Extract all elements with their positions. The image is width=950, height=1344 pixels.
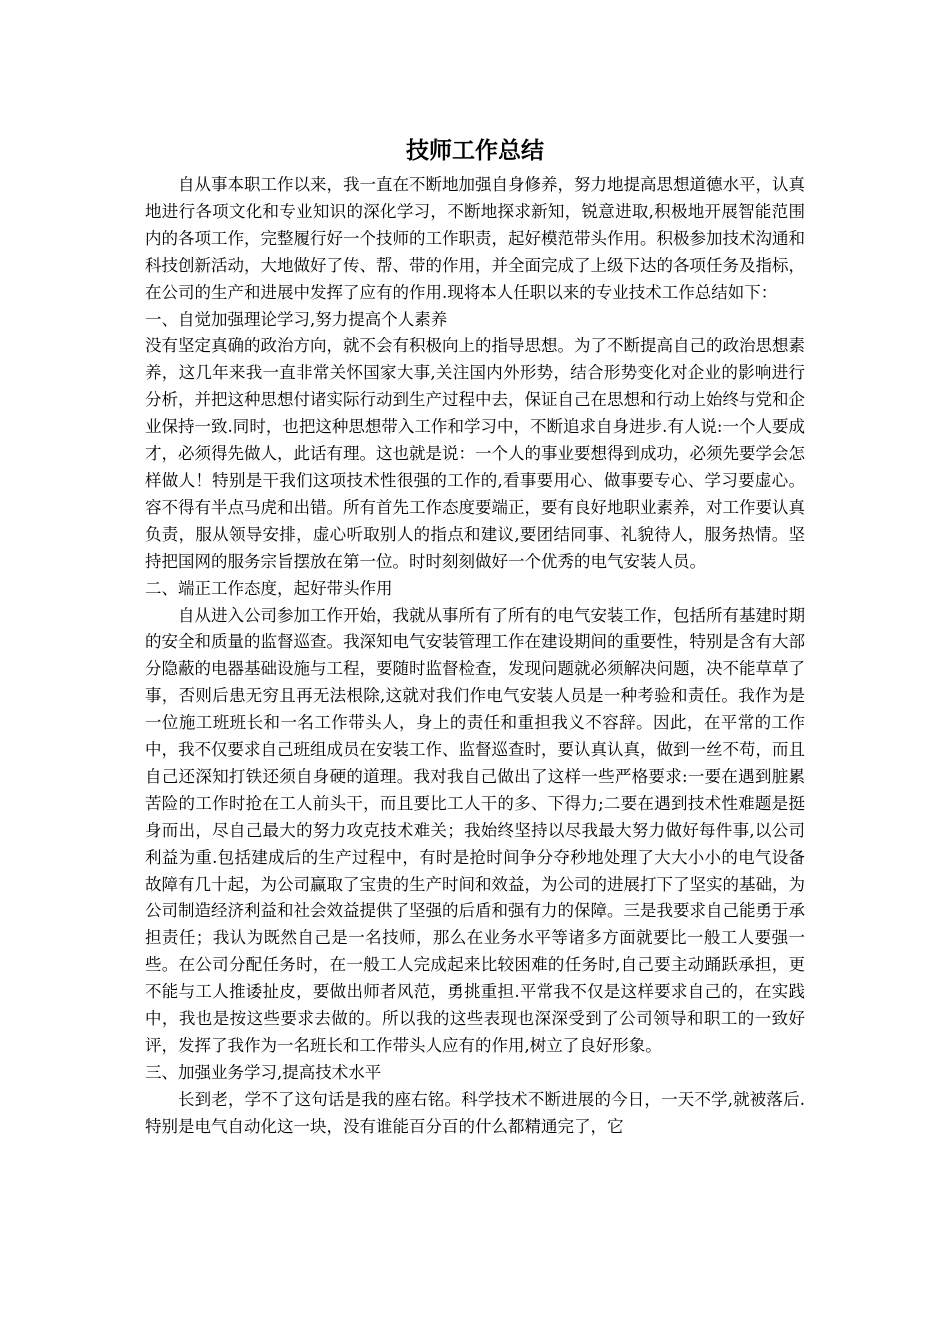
section-2-heading: 二、端正工作态度，起好带头作用	[145, 578, 393, 598]
section-2-body: 自从进入公司参加工作开始，我就从事所有了所有的电气安装工作，包括所有基建时期的安全和质量的监督巡查。我深知电气安装管理工作在建设期间的重要性，特别是含有大部分隐蔽的电器基础设施与工程，要随时监督检查，发现问题就必须解决问题，决不能草草了事，否则后患无穷且再无法根除,这就对我们作电气安装人员是一种考验和责任。我作为是一位施工班班长和一名工作带头人，身上的责任和重担我义不容辞。因此，在平常的工作中，我不仅要求自己班组成员在安装工作、监督巡查时，要认真认真，做到一丝不苟，而且自己还深知打铁还须自身硬的道理。我对我自己做出了这样一些严格要求:一要在遇到脏累苦险的工作时抢在工人前头干，而且要比工人干的多、下得力;二要在遇到技术性难题是挺身而出，尽自己最大的努力攻克技术难关；我始终坚持以尽我最大努力做好每件事,以公司利益为重.包括建成后的生产过程中，有时是抢时间争分夺秒地处理了大大小小的电气设备故障有几十起，为公司赢取了宝贵的生产时间和效益，为公司的进展打下了坚实的基础，为公司制造经济利益和社会效益提供了坚强的后盾和强有力的保障。三是我要求自己能勇于承担责任；我认为既然自己是一名技师，那么在业务水平等诸多方面就要比一般工人要强一些。在公司分配任务时，在一般工人完成起来比较困难的任务时,自己要主动踊跃承担，更不能与工人推诿扯皮，要做出师者风范，勇挑重担.平常我不仅是这样要求自己的，在实践中，我也是按这些要求去做的。所以我的这些表现也深深受到了公司领导和职工的一致好评，发挥了我作为一名班长和工作带头人应有的作用,树立了良好形象。	[145, 605, 805, 1055]
document-title: 技师工作总结	[406, 138, 544, 164]
section-1-body: 没有坚定真确的政治方向，就不会有积极向上的指导思想。为了不断提高自己的政治思想素养，这几年来我一直非常关怀国家大事,关注国内外形势，结合形势变化对企业的影响进行分析，并把这种思想付诸实际行动到生产过程中去，保证自己在思想和行动上始终与党和企业保持一致.同时，也把这种思想带入工作和学习中，不断追求自身进步.有人说:一个人要成才，必须得先做人，此话有理。这也就是说：一个人的事业要想得到成功，必须先要学会怎样做人！特别是干我们这项技术性很强的工作的,看事要用心、做事要专心、学习要虚心。容不得有半点马虎和出错。所有首先工作态度要端正，要有良好地职业素养，对工作要认真负责，服从领导安排，虚心听取别人的指点和建议,要团结同事、礼貌待人，服务热情。坚持把国网的服务宗旨摆放在第一位。时时刻刻做好一个优秀的电气安装人员。	[145, 336, 805, 571]
intro-paragraph: 自从事本职工作以来，我一直在不断地加强自身修养，努力地提高思想道德水平，认真地进行各项文化和专业知识的深化学习，不断地探求新知，锐意进取,积极地开展智能范围内的各项工作，完整履行好一个技师的工作职责，起好模范带头作用。积极参加技术沟通和科技创新活动，大地做好了传、帮、带的作用，并全面完成了上级下达的各项任务及指标，在公司的生产和进展中发挥了应有的作用.现将本人任职以来的专业技术工作总结如下：	[145, 175, 805, 302]
section-1-heading: 一、自觉加强理论学习,努力提高个人素养	[145, 309, 448, 329]
section-3-heading: 三、加强业务学习,提高技术水平	[145, 1062, 382, 1082]
document-page	[145, 128, 805, 1141]
section-3-body: 长到老，学不了这句话是我的座右铭。科学技术不断进展的今日，一天不学,就被落后.特别是电气自动化这一块，没有谁能百分百的什么都精通完了，它	[145, 1089, 805, 1136]
